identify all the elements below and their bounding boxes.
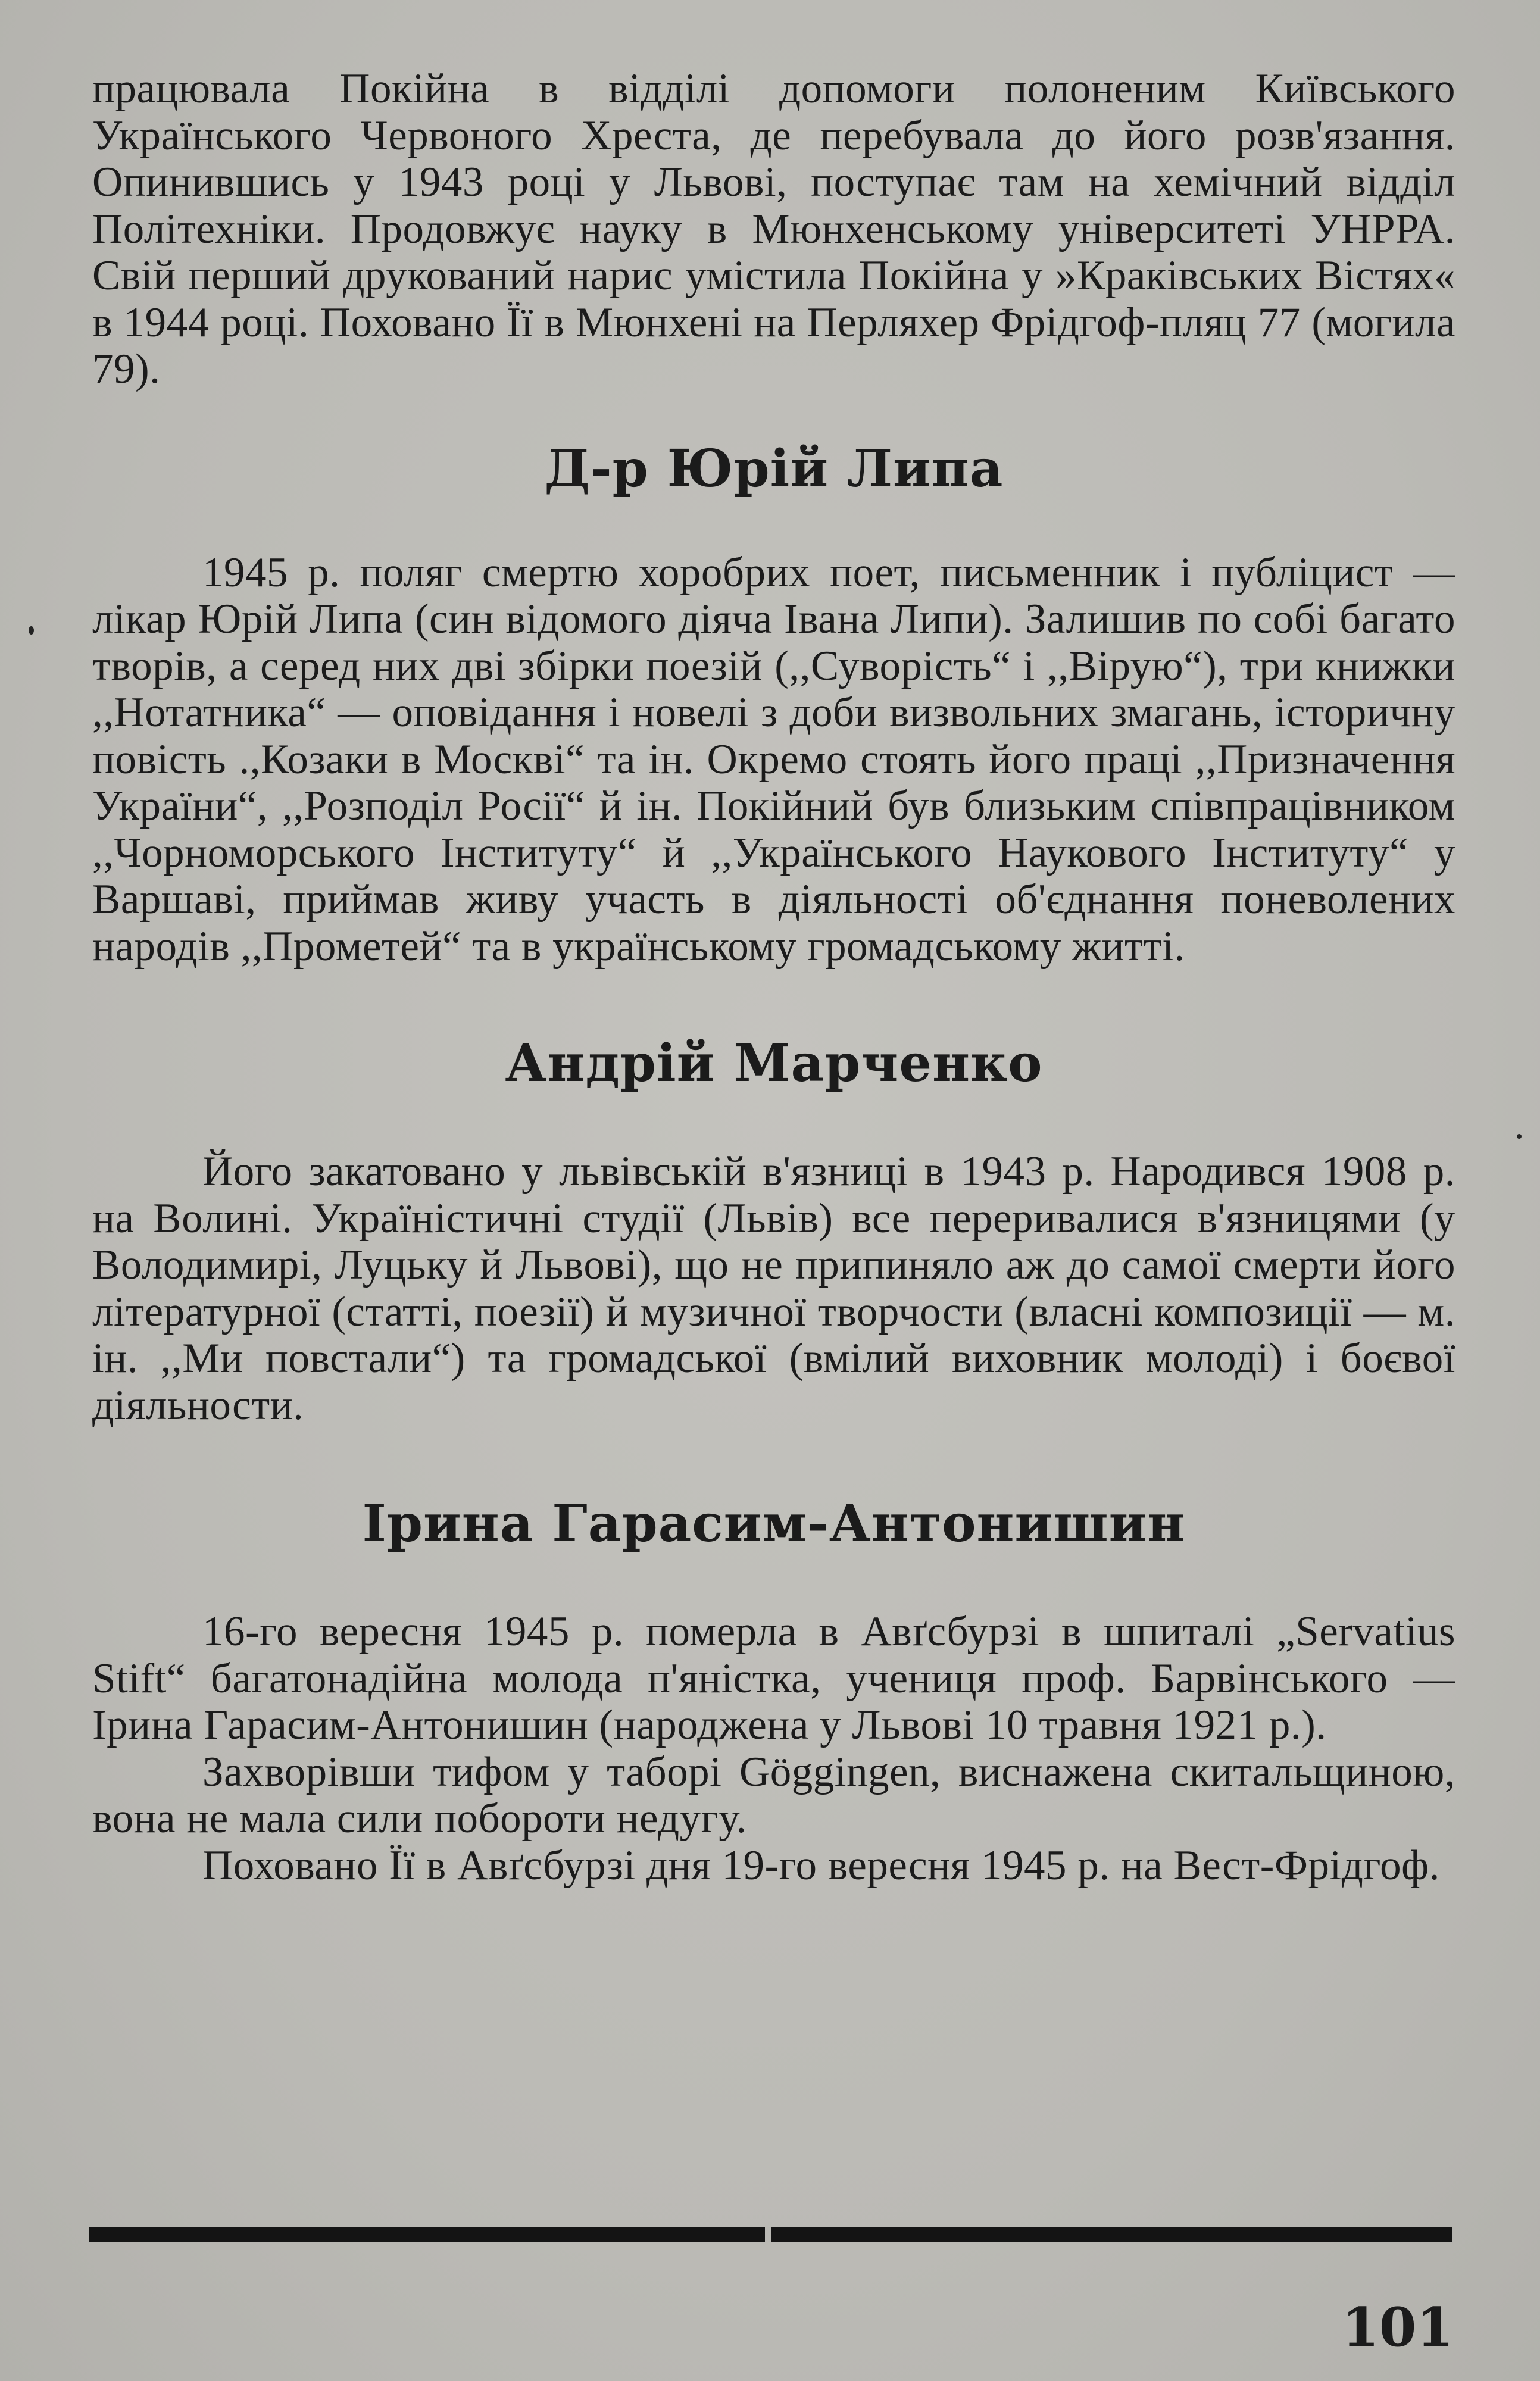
section-heading-lypa: Д-р Юрій Липа (544, 438, 1004, 499)
section-paragraph-harasym-3: Поховано Її в Авґсбурзі дня 19-го вересня 1945 р. на Вест-Фрідгоф. (202, 1842, 1440, 1889)
section-paragraph-marchenko: Його закатовано у львівській в'язниці в 1943 р. Народився 1908 р. на Волині. Україністичні студії (Львів) все переривалися в'язницями (у Володимирі, Луцьку й Львові), що не припиняло аж до самої смерти його літературної (статті, поезії) й музичної творчости (власні композиції — м. ін. ,,Ми повстали“) та громадської (вмілий виховник молоді) і боєвої діяльности. (92, 1148, 1455, 1429)
text-column (92, 65, 1455, 1889)
footer-rule (89, 2227, 1452, 2242)
section-paragraph-harasym-1: 16-го вересня 1945 р. померла в Авґсбурзі в шпиталі „Servatius Stift“ багатонадійна молода п'яністка, учениця проф. Барвінського — Ірина Гарасим-Антонишин (народжена у Львові 10 травня 1921 р.). (92, 1608, 1455, 1748)
intro-paragraph: працювала Покійна в відділі допомоги полоненим Київського Українського Червоного Хреста, де перебувала до його розв'язання. Опинившись у 1943 році у Львові, поступає там на хемічний відділ Політехніки. Продовжує науку в Мюнхенському університеті УНРРА. Свій перший друкований нарис умістила Покійна у »Краківських Вістях« в 1944 році. Поховано Її в Мюнхені на Перляхер Фрідгоф-пляц 77 (могила 79). (92, 65, 1455, 392)
print-speck (1517, 1134, 1522, 1139)
section-paragraph-lypa: 1945 р. поляг смертю хоробрих поет, письменник і публіцист — лікар Юрій Липа (син відомого діяча Івана Липи). Залишив по собі багато творів, а серед них дві збірки поезій (,,Суворість“ і ,,Вірую“), три книжки ,,Нотатника“ — оповідання і новелі з доби визвольних змагань, історичну повість .,Козаки в Москві“ та ін. Окремо стоять його праці ,,Призначення України“, ,,Розподіл Росії“ й ін. Покійний був близьким співпрацівником ,,Чорноморського Інституту“ й ,,Українського Наукового Інституту“ у Варшаві, приймав живу участь в діяльності об'єднання поневолених народів ,,Прометей“ та в українському громадському житті. (92, 549, 1455, 970)
section-heading-marchenko: Андрій Марченко (505, 1033, 1043, 1093)
section-paragraph-harasym-2: Захворівши тифом у таборі Göggingen, виснажена скитальщиною, вона не мала сили побороти недугу. (92, 1748, 1455, 1842)
page-number: 101 (1342, 2296, 1454, 2359)
section-heading-harasym: Ірина Гарасим-Антонишин (362, 1493, 1186, 1554)
footer-rule-gap (765, 2227, 771, 2242)
print-speck (29, 626, 34, 635)
